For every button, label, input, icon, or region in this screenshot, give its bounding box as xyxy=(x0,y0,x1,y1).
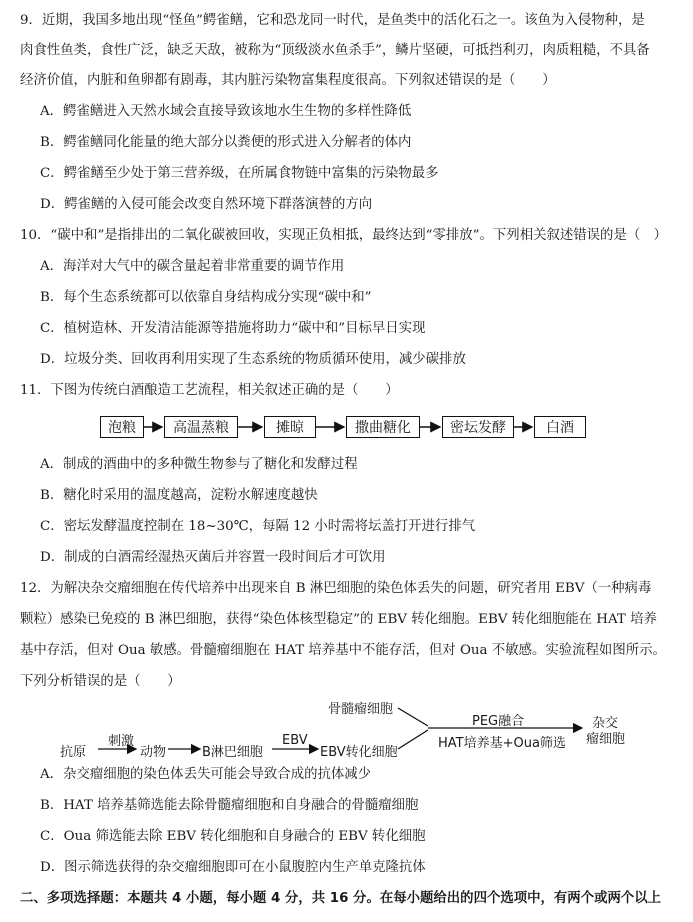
q12-option-c: C．Oua 筛选能去除 EBV 转化细胞和自身融合的 EBV 转化细胞 xyxy=(40,829,426,844)
diagram-peg: PEG融合 xyxy=(472,714,525,729)
q11-flow-chart xyxy=(100,413,590,443)
q9-stem-line1: 9．近期，我国多地出现“怪鱼”鳄雀鳝，它和恐龙同一时代，是鱼类中的活化石之一。该鱼为入侵物种，是 xyxy=(20,13,645,28)
diagram-ebv: EBV xyxy=(282,733,308,748)
q11-stem: 11．下图为传统白酒酿造工艺流程，相关叙述正确的是（ ） xyxy=(20,383,399,398)
diagram-hybrid-line1: 杂交 xyxy=(592,716,619,731)
q11-option-b: B．糖化时采用的温度越高，淀粉水解速度越快 xyxy=(40,488,318,503)
diagram-animal: 动物 xyxy=(140,745,167,760)
section-2-heading: 二、多项选择题：本题共 4 小题，每小题 4 分，共 16 分。在每小题给出的四个选项中，有两个或两个以上 xyxy=(20,891,662,906)
diagram-hat: HAT培养基+Oua筛选 xyxy=(438,736,566,751)
diagram-antigen: 抗原 xyxy=(60,745,87,760)
q10-option-d: D．垃圾分类、回收再利用实现了生态系统的物质循环使用，减少碳排放 xyxy=(40,352,466,367)
flow-step-ferment: 密坛发酵 xyxy=(442,416,514,438)
flow-step-liquor: 白酒 xyxy=(534,416,586,438)
q11-option-a: A．制成的酒曲中的多种微生物参与了糖化和发酵过程 xyxy=(40,457,358,472)
flow-step-cool: 摊晾 xyxy=(264,416,316,438)
diagram-ebv-cell: EBV转化细胞 xyxy=(320,745,398,760)
q10-option-a: A．海洋对大气中的碳含量起着非常重要的调节作用 xyxy=(40,259,345,274)
q12-stem-line2: 颗粒）感染已免疫的 B 淋巴细胞，获得“染色体核型稳定”的 EBV 转化细胞。EBV 转化细胞能在 HAT 培养 xyxy=(20,612,657,627)
diagram-hybrid-line2: 瘤细胞 xyxy=(586,732,626,747)
q10-option-b: B．每个生态系统都可以依靠自身结构成分实现“碳中和” xyxy=(40,290,372,305)
q12-option-b: B．HAT 培养基筛选能去除骨髓瘤细胞和自身融合的骨髓瘤细胞 xyxy=(40,798,419,813)
q9-option-c: C．鳄雀鳝至少处于第三营养级，在所属食物链中富集的污染物最多 xyxy=(40,166,439,181)
diagram-myeloma: 骨髓瘤细胞 xyxy=(328,702,394,717)
q12-stem-line4: 下列分析错误的是（ ） xyxy=(20,674,181,689)
q9-stem-line3: 经济价值，内脏和鱼卵都有剧毒，其内脏污染物富集程度很高。下列叙述错误的是（ ） xyxy=(20,73,556,88)
flow-step-saccharify: 撒曲糖化 xyxy=(346,416,420,438)
q12-option-d: D．图示筛选获得的杂交瘤细胞即可在小鼠腹腔内生产单克隆抗体 xyxy=(40,860,426,875)
q12-experiment-diagram xyxy=(60,694,660,764)
q11-option-d: D．制成的白酒需经湿热灭菌后并容置一段时间后才可饮用 xyxy=(40,550,386,565)
q12-stem-line3: 基中存活，但对 Oua 敏感。骨髓瘤细胞在 HAT 培养基中不能存活，但对 Oua 不敏感。实验流程如图所示。 xyxy=(20,643,666,658)
flow-step-soak: 泡粮 xyxy=(100,416,144,438)
q9-stem-line2: 肉食性鱼类，食性广泛，缺乏天敌，被称为“顶级淡水鱼杀手”，鳞片坚硬，可抵挡利刃，肉质粗糙，不具备 xyxy=(20,43,650,58)
flow-step-steam: 高温蒸粮 xyxy=(164,416,238,438)
diagram-stimulate: 刺激 xyxy=(108,734,135,749)
q10-option-c: C．植树造林、开发清洁能源等措施将助力“碳中和”目标早日实现 xyxy=(40,321,426,336)
q9-option-a: A．鳄雀鳝进入天然水域会直接导致该地水生生物的多样性降低 xyxy=(40,104,412,119)
q11-option-c: C．密坛发酵温度控制在 18~30℃，每隔 12 小时需将坛盖打开进行排气 xyxy=(40,519,476,534)
q9-option-d: D．鳄雀鳝的入侵可能会改变自然环境下群落演替的方向 xyxy=(40,197,373,212)
q12-option-a: A．杂交瘤细胞的染色体丢失可能会导致合成的抗体减少 xyxy=(40,767,372,782)
q10-stem: 10．“碳中和”是指排出的二氧化碳被回收，实现正负相抵，最终达到“零排放”。下列相关叙述错误的是（ ） xyxy=(20,228,667,243)
q9-option-b: B．鳄雀鳝同化能量的绝大部分以粪便的形式进入分解者的体内 xyxy=(40,135,412,150)
diagram-b-cell: B淋巴细胞 xyxy=(202,745,263,760)
q12-stem-line1: 12．为解决杂交瘤细胞在传代培养中出现来自 B 淋巴细胞的染色体丢失的问题，研究者用 EBV（一种病毒 xyxy=(20,581,652,596)
